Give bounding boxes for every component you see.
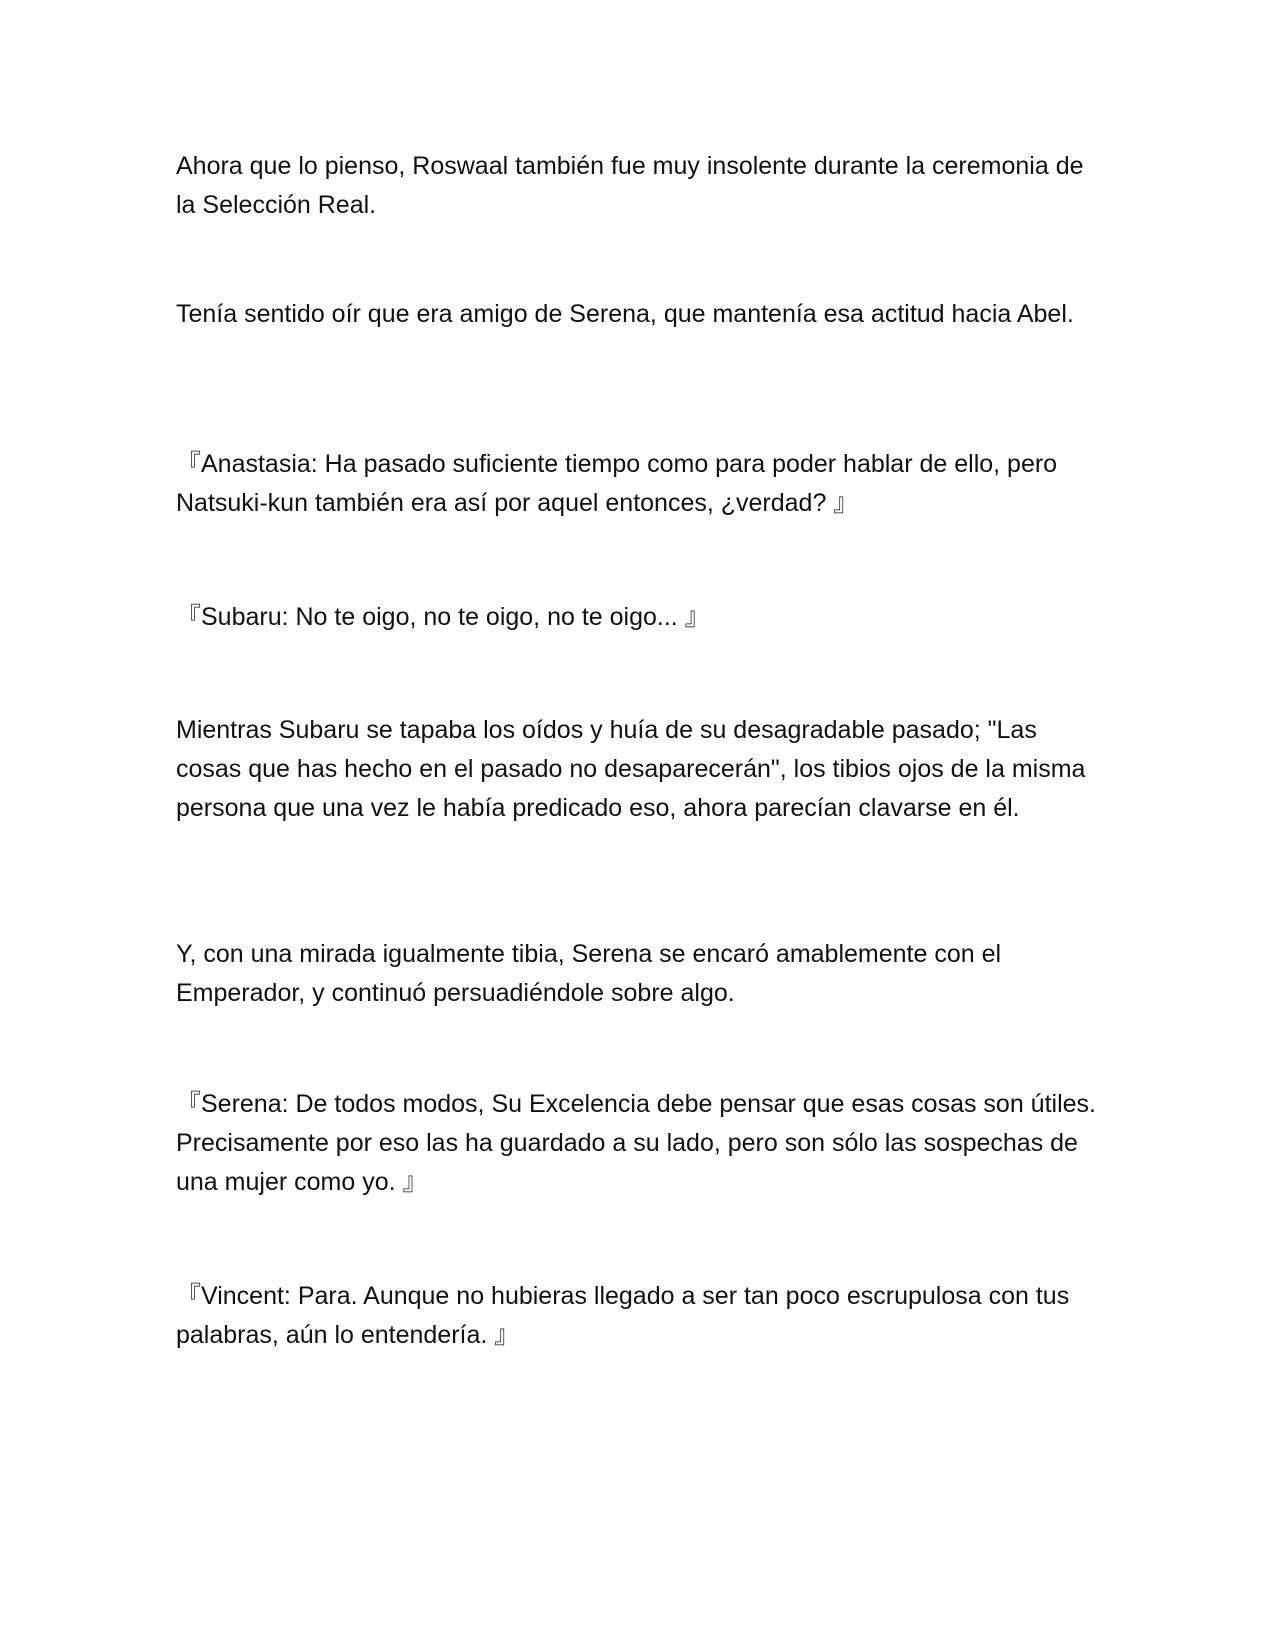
dialogue-subaru: 『Subaru: No te oigo, no te oigo, no te oigo... 』 — [176, 603, 710, 631]
dialogue-serena: 『Serena: De todos modos, Su Excelencia debe pensar que esas cosas son útiles. Precisamente por eso las ha guardado a su lado, pero son sólo las sospechas de una mujer como yo. 』 — [176, 1090, 1096, 1196]
dialogue-vincent: 『Vincent: Para. Aunque no hubieras llegado a ser tan poco escrupulosa con tus palabras, aún lo entendería. 』 — [176, 1282, 1070, 1349]
narration-paragraph: Tenía sentido oír que era amigo de Serena, que mantenía esa actitud hacia Abel. — [176, 300, 1074, 328]
narration-paragraph: Y, con una mirada igualmente tibia, Serena se encaró amablemente con el Emperador, y continuó persuadiéndole sobre algo. — [176, 940, 1002, 1007]
narration-paragraph: Mientras Subaru se tapaba los oídos y huía de su desagradable pasado; "Las cosas que has hecho en el pasado no desaparecerán", los tibios ojos de la misma persona que una vez le había predicado eso, ahora parecían clavarse en él. — [176, 716, 1086, 822]
narration-paragraph: Ahora que lo pienso, Roswaal también fue muy insolente durante la ceremonia de la Selección Real. — [176, 152, 1084, 219]
dialogue-anastasia: 『Anastasia: Ha pasado suficiente tiempo como para poder hablar de ello, pero Natsuki-kun también era así por aquel entonces, ¿verdad? 』 — [176, 450, 1058, 517]
